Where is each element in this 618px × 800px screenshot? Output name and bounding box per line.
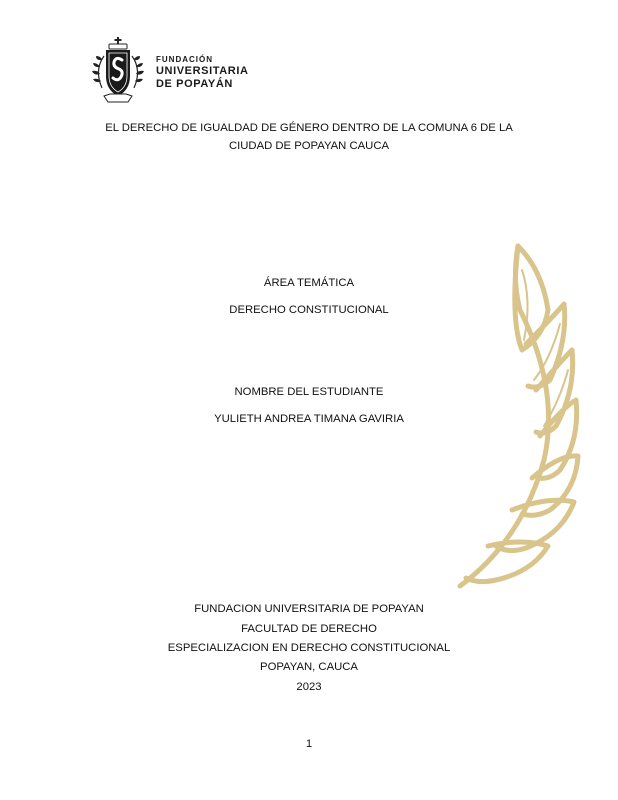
area-label: ÁREA TEMÁTICA [263,277,355,289]
crest-icon [88,36,152,106]
logo-wordmark [156,54,249,91]
logo-line-2: UNIVERSITARIA [156,65,249,77]
program-name: ESPECIALIZACION EN DERECHO CONSTITUCIONAL [167,642,451,654]
city-name: POPAYAN, CAUCA [260,661,358,673]
year: 2023 [296,681,322,693]
student-label: NOMBRE DEL ESTUDIANTE [234,386,384,398]
page-number: 1 [305,738,313,750]
institution-logo [88,36,248,106]
student-name: YULIETH ANDREA TIMANA GAVIRIA [214,413,404,425]
logo-line-1: FUNDACIÓN [156,55,213,64]
logo-line-3: DE POPAYÁN [156,78,233,90]
institution-name: FUNDACION UNIVERSITARIA DE POPAYAN [194,603,424,615]
faculty-name: FACULTAD DE DERECHO [241,623,377,635]
thesis-title-line-2: CIUDAD DE POPAYAN CAUCA [228,140,390,152]
thesis-title-line-1: EL DERECHO DE IGUALDAD DE GÉNERO DENTRO DE LA COMUNA 6 DE LA [105,122,513,134]
area-value: DERECHO CONSTITUCIONAL [229,304,389,316]
